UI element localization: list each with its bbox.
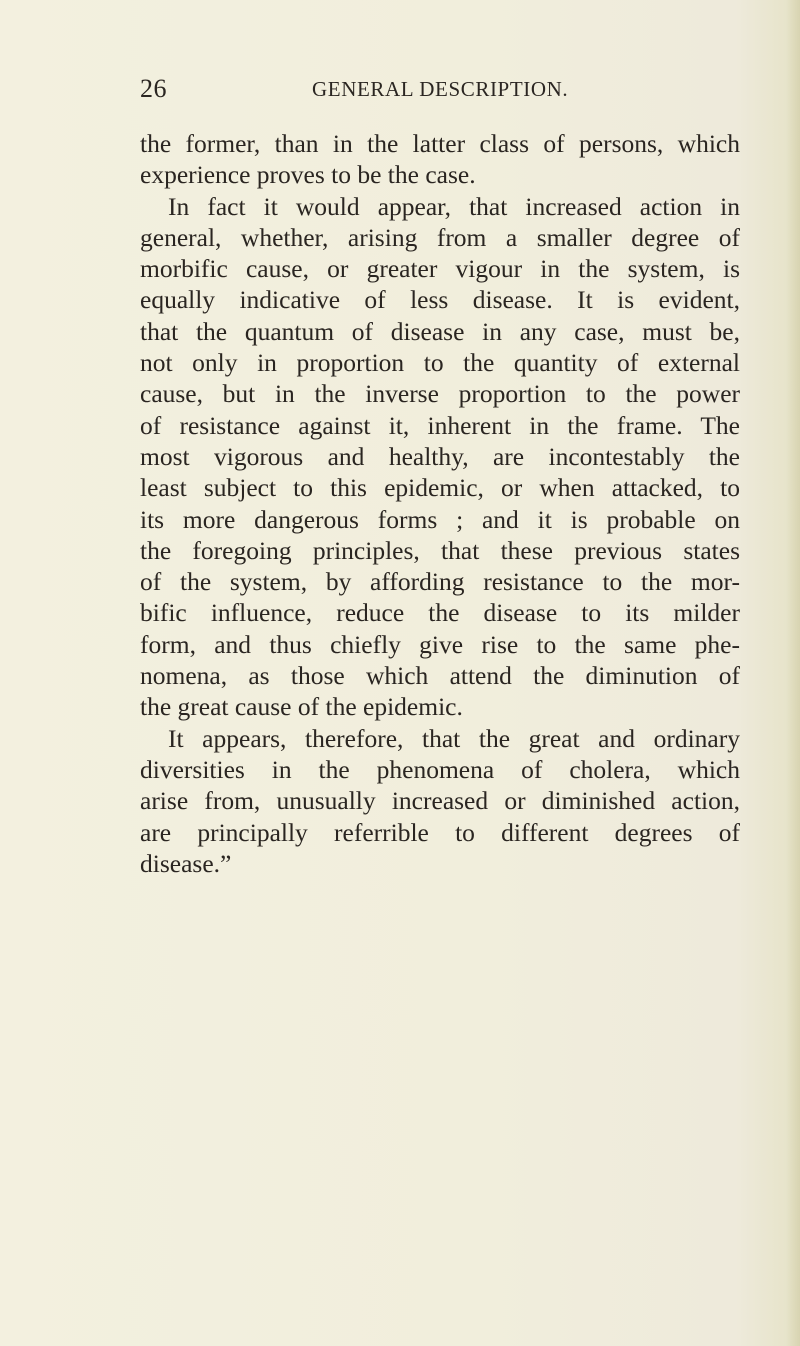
- text-line: diversities in the phenomena of cholera, which: [140, 754, 740, 784]
- text-line: arise from, unusually increased or diminished action,: [140, 786, 740, 816]
- text-line: experience proves to be the case.: [140, 160, 476, 190]
- running-head: GENERAL DESCRIPTION.: [312, 77, 569, 101]
- text-line: of the system, by affording resistance to the mor-: [140, 567, 740, 597]
- text-line: cause, but in the inverse proportion to the power: [140, 379, 740, 409]
- text-line: of resistance against it, inherent in the frame. The: [140, 410, 740, 440]
- page-header: [140, 74, 740, 114]
- text-line: the former, than in the latter class of persons, which: [140, 129, 740, 158]
- text-line: that the quantum of disease in any case, must be,: [140, 316, 740, 346]
- text-line: equally indicative of less disease. It is evident,: [140, 285, 740, 315]
- text-line: most vigorous and healthy, are incontestably the: [140, 441, 740, 471]
- text-line: are principally referrible to different degrees of: [140, 817, 740, 847]
- text-line: bific influence, reduce the disease to its milder: [140, 598, 740, 628]
- paragraph-start-line: It appears, therefore, that the great and ordinary: [168, 723, 740, 753]
- text-line: nomena, as those which attend the diminution of: [140, 661, 740, 691]
- page-edge-shadow: [786, 0, 800, 1346]
- text-line: general, whether, arising from a smaller degree of: [140, 222, 740, 252]
- text-line: not only in proportion to the quantity of external: [140, 348, 740, 378]
- text-line: morbific cause, or greater vigour in the system, is: [140, 254, 740, 284]
- text-line: the foregoing principles, that these previous states: [140, 535, 740, 565]
- text-line: the great cause of the epidemic.: [140, 692, 463, 722]
- text-line: its more dangerous forms ; and it is probable on: [140, 504, 740, 534]
- page-number: 26: [140, 74, 167, 103]
- body-text: [140, 128, 740, 879]
- text-line: disease.”: [140, 848, 232, 878]
- paragraph-start-line: In fact it would appear, that increased action in: [168, 191, 740, 221]
- text-line: form, and thus chiefly give rise to the same phe-: [140, 629, 740, 659]
- text-line: least subject to this epidemic, or when attacked, to: [140, 473, 740, 503]
